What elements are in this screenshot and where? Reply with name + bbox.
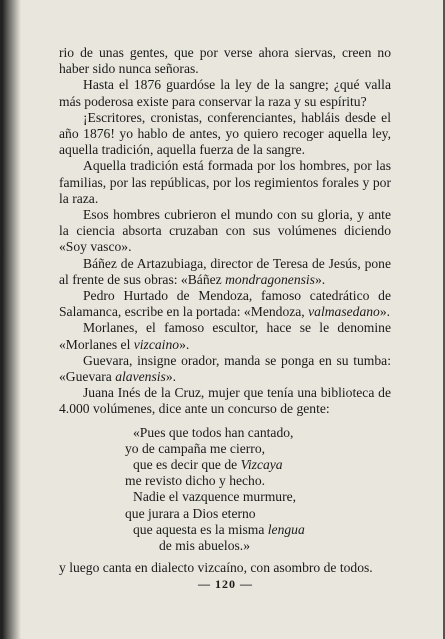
paragraph-text: Báñez de Artazubiaga, director de Teresa de Jesús, pone al frente de sus obras: «Báñez <box>59 255 391 287</box>
poem-line: yo de campaña me cierro, <box>125 440 266 456</box>
poem-line: de mis abuelos.» <box>159 538 250 554</box>
closing-paragraph: y luego canta en dialecto vizcaíno, con asombro de todos. <box>59 560 373 576</box>
page-number: — 120 — <box>198 577 253 591</box>
poem-text: que es decir que de <box>133 457 241 473</box>
poem-line: Nadie el vazquence murmure, <box>133 489 297 505</box>
paragraph-text: Morlanes, el famoso escultor, hace se le denomine «Morlanes el <box>59 320 391 352</box>
paragraph: ¡Escritores, cronistas, conferenciantes, habláis desde el año 1876! yo hablo de antes, yo quiero recoger aquella ley, aquella tradición, aquella fuerza de la sangre. <box>59 109 391 158</box>
paragraph <box>59 288 391 320</box>
paragraph <box>59 320 391 352</box>
italic-term: Vizcaya <box>240 457 283 473</box>
poem <box>59 425 391 555</box>
poem-text: que aquesta es la misma <box>133 521 268 537</box>
paragraph: Esos hombres cubrieron el mundo con su gloria, y ante la ciencia absorta cruzaban con sus volúmenes diciendo «Soy vasco». <box>59 207 391 255</box>
paragraph: Aquella tradición está formada por los hombres, por las familias, por las repúblicas, por los regimientos forales y por la raza. <box>59 158 391 206</box>
poem-line <box>125 522 391 538</box>
paragraph: Juana Inés de la Cruz, mujer que tenía una biblioteca de 4.000 volúmenes, dice ante un concurso de gente: <box>59 385 391 417</box>
paragraph-text: ». <box>379 304 391 320</box>
italic-term: alavensis <box>115 369 166 385</box>
page-gutter-shadow <box>3 0 21 639</box>
italic-term: mondragonensis <box>225 271 315 287</box>
poem-line: me revisto dicho y hecho. <box>125 473 266 489</box>
italic-term: vizcaino <box>133 336 180 352</box>
paragraph-text: ». <box>179 336 190 352</box>
paragraph-text: Guevara, insigne orador, manda se ponga en su tumba: «Guevara <box>59 352 391 385</box>
paragraph <box>59 353 391 385</box>
body-text <box>59 45 391 577</box>
poem-line: que jurara a Dios eterno <box>125 505 256 521</box>
paragraph <box>59 256 391 288</box>
paragraph-text: Pedro Hurtado de Mendoza, famoso catedrático de Salamanca, escribe en la portada: «Mendoza, <box>59 288 391 320</box>
poem-line: «Pues que todos han cantado, <box>133 424 294 440</box>
paragraph-text: ». <box>314 271 326 287</box>
italic-term: lengua <box>267 521 305 537</box>
paragraph: rio de unas gentes, que por verse ahora siervas, creen no haber sido nunca señoras. <box>59 45 391 77</box>
italic-term: valmasedano <box>308 304 380 320</box>
paragraph: Hasta el 1876 guardóse la ley de la sangre; ¿qué valla más poderosa existe para conservar la raza y su espíritu? <box>59 77 391 109</box>
poem-line <box>125 457 391 473</box>
paragraph-text: ». <box>165 369 177 385</box>
